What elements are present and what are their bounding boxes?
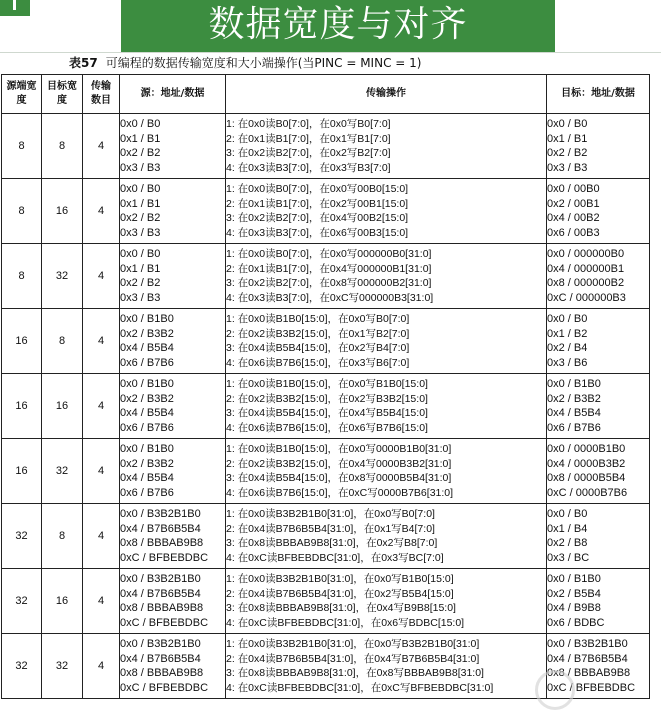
dest-data-cell-line: 0x8 / BBBAB9B8 (547, 667, 631, 679)
transfer-ops-cell-line: 4: 在0xC读BFBEBDBC[31:0]，在0x6写BDBC[15:0] (226, 616, 465, 629)
source-data-cell-line: 0x3 / B3 (120, 161, 161, 174)
dest-data-cell-line: 0xC / BFBEBDBC (547, 681, 636, 694)
transfer-ops-cell-line: 2: 在0x2读B3B2[15:0]，在0x1写B2[7:0] (226, 327, 410, 340)
dest-width-cell: 8 (42, 309, 83, 374)
dest-data-cell-line: 0x8 / 0000B5B4 (547, 472, 626, 484)
table-number: 表57 (69, 56, 98, 70)
dest-data-cell-line: 0x8 / 000000B2 (547, 277, 625, 289)
col-dest-width: 目标宽度 (42, 75, 83, 114)
table-row (2, 504, 650, 569)
transfer-count-cell: 4 (83, 569, 120, 634)
transfer-ops-cell-line: 3: 在0x2读B2[7:0]，在0x2写B2[7:0] (226, 147, 391, 159)
dest-data-cell (547, 504, 650, 569)
dest-data-cell-line: 0xC / 0000B7B6 (547, 486, 628, 499)
dest-width-cell: 16 (42, 374, 83, 439)
col-source-data: 源：地址/数据 (120, 75, 226, 114)
source-data-cell-line: 0x1 / B1 (120, 262, 161, 275)
table-caption (69, 55, 421, 72)
source-data-cell-line: 0x4 / B5B4 (120, 407, 174, 419)
transfer-count-cell: 4 (83, 374, 120, 439)
transfer-ops-cell-line: 1: 在0x0读B0[7:0]，在0x0写00B0[15:0] (226, 183, 409, 195)
dest-data-cell-line: 0x2 / B4 (547, 342, 588, 354)
source-data-cell-line: 0x0 / B3B2B1B0 (120, 573, 201, 585)
source-data-cell-line: 0x8 / BBBAB9B8 (120, 667, 204, 679)
source-data-cell-line: 0x3 / B3 (120, 226, 161, 239)
dest-data-cell-line: 0x2 / B8 (547, 537, 588, 549)
source-data-cell-line: 0x2 / B3B2 (120, 327, 174, 340)
source-data-cell-line: 0x2 / B2 (120, 212, 161, 224)
source-data-cell-line: 0x0 / B0 (120, 183, 161, 195)
source-data-cell (120, 309, 226, 374)
dest-data-cell-line: 0x0 / B1B0 (547, 573, 601, 585)
transfer-ops-cell (226, 374, 547, 439)
dest-data-cell-line: 0x2 / 00B1 (547, 197, 600, 210)
transfer-count-cell: 4 (83, 244, 120, 309)
dest-data-cell-line: 0x6 / 00B3 (547, 226, 600, 239)
source-data-cell-line: 0x8 / BBBAB9B8 (120, 537, 204, 549)
transfer-ops-cell-line: 1: 在0x0读B1B0[15:0]，在0x0写0000B1B0[31:0] (226, 443, 452, 455)
dest-data-cell-line: 0x0 / B0 (547, 118, 588, 130)
transfer-count-cell: 4 (83, 439, 120, 504)
dest-data-cell-line: 0x0 / 00B0 (547, 183, 600, 195)
watermark-logo (535, 670, 575, 710)
transfer-ops-cell (226, 504, 547, 569)
source-width-cell: 16 (2, 439, 42, 504)
dest-data-cell-line: 0x2 / B3B2 (547, 392, 601, 405)
dest-data-cell-line: 0x6 / B7B6 (547, 421, 601, 434)
source-data-cell-line: 0x4 / B5B4 (120, 342, 174, 354)
dest-data-cell-line: 0x3 / B3 (547, 161, 588, 174)
dest-data-cell (547, 309, 650, 374)
source-width-cell: 16 (2, 309, 42, 374)
transfer-ops-cell-line: 2: 在0x1读B1[7:0]，在0x4写000000B1[31:0] (226, 262, 432, 275)
transfer-ops-cell (226, 309, 547, 374)
table-header-row (2, 75, 650, 114)
table-row (2, 569, 650, 634)
transfer-ops-cell-line: 1: 在0x0读B1B0[15:0]，在0x0写B0[7:0] (226, 313, 410, 325)
transfer-count-cell: 4 (83, 504, 120, 569)
title-banner (121, 0, 555, 52)
table-row (2, 439, 650, 504)
dest-data-cell-line: 0x4 / B5B4 (547, 407, 601, 419)
source-data-cell-line: 0x6 / B7B6 (120, 486, 174, 499)
table-row (2, 244, 650, 309)
dest-data-cell (547, 114, 650, 179)
transfer-ops-cell (226, 439, 547, 504)
transfer-ops-cell (226, 244, 547, 309)
transfer-ops-cell-line: 4: 在0x6读B7B6[15:0]，在0xC写0000B7B6[31:0] (226, 486, 454, 499)
dest-data-cell (547, 179, 650, 244)
transfer-table (1, 74, 650, 699)
source-data-cell-line: 0x0 / B1B0 (120, 378, 174, 390)
source-data-cell-line: 0x0 / B1B0 (120, 443, 174, 455)
source-data-cell-line: 0x0 / B1B0 (120, 313, 174, 325)
dest-data-cell-line: 0x0 / B3B2B1B0 (547, 638, 628, 650)
dest-data-cell-line: 0x3 / BC (547, 551, 590, 564)
col-transfer-count: 传输数目 (83, 75, 120, 114)
dest-data-cell-line: 0x6 / BDBC (547, 616, 605, 629)
dest-data-cell-line: 0x2 / B5B4 (547, 587, 601, 600)
transfer-ops-cell-line: 3: 在0x8读BBBAB9B8[31:0]，在0x8写BBBAB9B8[31:0] (226, 667, 484, 679)
source-data-cell-line: 0x4 / B7B6B5B4 (120, 522, 201, 535)
source-width-cell: 8 (2, 179, 42, 244)
source-data-cell-line: 0x8 / BBBAB9B8 (120, 602, 204, 614)
source-data-cell-line: 0x1 / B1 (120, 132, 161, 145)
dest-width-cell: 32 (42, 439, 83, 504)
table-row (2, 374, 650, 439)
dest-data-cell-line: 0x4 / B9B8 (547, 602, 601, 614)
transfer-ops-cell-line: 4: 在0x6读B7B6[15:0]，在0x3写B6[7:0] (226, 356, 410, 369)
source-data-cell-line: 0xC / BFBEBDBC (120, 616, 209, 629)
transfer-ops-cell-line: 3: 在0x4读B5B4[15:0]，在0x8写0000B5B4[31:0] (226, 472, 452, 484)
dest-data-cell-line: 0x0 / 0000B1B0 (547, 443, 626, 455)
dest-data-cell-line: 0x1 / B4 (547, 522, 588, 535)
dest-width-cell: 32 (42, 244, 83, 309)
transfer-ops-cell-line: 2: 在0x4读B7B6B5B4[31:0]，在0x2写B5B4[15:0] (226, 587, 454, 600)
table-row (2, 114, 650, 179)
transfer-ops-cell-line: 3: 在0x4读B5B4[15:0]，在0x2写B4[7:0] (226, 342, 410, 354)
source-data-cell-line: 0x2 / B2 (120, 147, 161, 159)
source-data-cell-line: 0x4 / B5B4 (120, 472, 174, 484)
transfer-ops-cell-line: 4: 在0x3读B3[7:0]，在0x6写00B3[15:0] (226, 226, 409, 239)
source-data-cell (120, 179, 226, 244)
dest-data-cell-line: 0x1 / B1 (547, 132, 588, 145)
transfer-ops-cell-line: 1: 在0x0读B0[7:0]，在0x0写B0[7:0] (226, 118, 391, 130)
dest-width-cell: 16 (42, 569, 83, 634)
transfer-ops-cell-line: 3: 在0x8读BBBAB9B8[31:0]，在0x2写B8[7:0] (226, 537, 438, 549)
source-data-cell-line: 0x6 / B7B6 (120, 421, 174, 434)
source-width-cell: 8 (2, 114, 42, 179)
transfer-ops-cell-line: 2: 在0x2读B3B2[15:0]，在0x2写B3B2[15:0] (226, 392, 428, 405)
transfer-ops-cell-line: 1: 在0x0读B3B2B1B0[31:0]，在0x0写B3B2B1B0[31:0] (226, 638, 480, 650)
transfer-ops-cell (226, 114, 547, 179)
transfer-count-cell: 4 (83, 309, 120, 374)
transfer-ops-cell (226, 569, 547, 634)
transfer-count-cell: 4 (83, 179, 120, 244)
dest-data-cell (547, 374, 650, 439)
source-data-cell (120, 634, 226, 699)
dest-data-cell (547, 569, 650, 634)
transfer-ops-cell-line: 3: 在0x4读B5B4[15:0]，在0x4写B5B4[15:0] (226, 407, 428, 419)
corner-tab (0, 0, 30, 16)
transfer-ops-cell (226, 179, 547, 244)
transfer-ops-cell-line: 1: 在0x0读B3B2B1B0[31:0]，在0x0写B0[7:0] (226, 508, 435, 520)
transfer-ops-cell-line: 1: 在0x0读B1B0[15:0]，在0x0写B1B0[15:0] (226, 378, 428, 390)
transfer-ops-cell-line: 1: 在0x0读B3B2B1B0[31:0]，在0x0写B1B0[15:0] (226, 573, 454, 585)
source-width-cell: 32 (2, 569, 42, 634)
transfer-ops-cell-line: 3: 在0x2读B2[7:0]，在0x8写000000B2[31:0] (226, 277, 432, 289)
dest-data-cell-line: 0x2 / B2 (547, 147, 588, 159)
table-row (2, 179, 650, 244)
transfer-ops-cell-line: 1: 在0x0读B0[7:0]，在0x0写000000B0[31:0] (226, 248, 432, 260)
dest-data-cell-line: 0x4 / 0000B3B2 (547, 457, 626, 470)
transfer-ops-cell-line: 2: 在0x4读B7B6B5B4[31:0]，在0x4写B7B6B5B4[31:0] (226, 652, 480, 665)
transfer-ops-cell-line: 4: 在0xC读BFBEBDBC[31:0]，在0xC写BFBEBDBC[31:0] (226, 681, 494, 694)
dest-data-cell-line: 0x4 / B7B6B5B4 (547, 652, 628, 665)
transfer-ops-cell-line: 4: 在0x3读B3[7:0]，在0xC写000000B3[31:0] (226, 291, 434, 304)
dest-data-cell-line: 0x3 / B6 (547, 356, 588, 369)
dest-data-cell-line: 0xC / 000000B3 (547, 291, 626, 304)
source-data-cell-line: 0x0 / B3B2B1B0 (120, 638, 201, 650)
transfer-count-cell: 4 (83, 114, 120, 179)
dest-data-cell-line: 0x0 / 000000B0 (547, 248, 625, 260)
source-data-cell (120, 114, 226, 179)
dest-data-cell (547, 439, 650, 504)
dest-width-cell: 8 (42, 114, 83, 179)
dest-data-cell-line: 0x1 / B2 (547, 327, 588, 340)
source-data-cell-line: 0xC / BFBEBDBC (120, 551, 209, 564)
source-data-cell-line: 0x4 / B7B6B5B4 (120, 652, 201, 665)
transfer-ops-cell-line: 4: 在0x6读B7B6[15:0]，在0x6写B7B6[15:0] (226, 421, 428, 434)
source-width-cell: 8 (2, 244, 42, 309)
source-data-cell (120, 439, 226, 504)
source-data-cell-line: 0x2 / B3B2 (120, 392, 174, 405)
source-width-cell: 32 (2, 504, 42, 569)
source-data-cell-line: 0x2 / B3B2 (120, 457, 174, 470)
source-data-cell-line: 0xC / BFBEBDBC (120, 681, 209, 694)
source-data-cell-line: 0x2 / B2 (120, 277, 161, 289)
transfer-ops-cell (226, 634, 547, 699)
transfer-ops-cell-line: 2: 在0x1读B1[7:0]，在0x2写00B1[15:0] (226, 197, 409, 210)
source-data-cell-line: 0x0 / B0 (120, 118, 161, 130)
dest-width-cell: 8 (42, 504, 83, 569)
dest-data-cell-line: 0x4 / 00B2 (547, 212, 600, 224)
table-caption-text: 可编程的数据传输宽度和大小端操作(当PINC = MINC = 1) (105, 56, 422, 70)
source-data-cell-line: 0x3 / B3 (120, 291, 161, 304)
source-data-cell-line: 0x0 / B3B2B1B0 (120, 508, 201, 520)
header-divider (0, 52, 661, 53)
source-data-cell-line: 0x0 / B0 (120, 248, 161, 260)
source-data-cell (120, 569, 226, 634)
source-data-cell (120, 244, 226, 309)
transfer-ops-cell-line: 3: 在0x2读B2[7:0]，在0x4写00B2[15:0] (226, 212, 409, 224)
dest-data-cell-line: 0x0 / B1B0 (547, 378, 601, 390)
transfer-ops-cell-line: 4: 在0x3读B3[7:0]，在0x3写B3[7:0] (226, 161, 391, 174)
source-width-cell: 16 (2, 374, 42, 439)
corner-mark (13, 0, 16, 10)
dest-data-cell (547, 244, 650, 309)
transfer-ops-cell-line: 2: 在0x2读B3B2[15:0]，在0x4写0000B3B2[31:0] (226, 457, 452, 470)
table-row (2, 309, 650, 374)
transfer-ops-cell-line: 2: 在0x1读B1[7:0]，在0x1写B1[7:0] (226, 132, 391, 145)
dest-width-cell: 16 (42, 179, 83, 244)
source-data-cell (120, 504, 226, 569)
source-data-cell-line: 0x6 / B7B6 (120, 356, 174, 369)
col-source-width: 源端宽度 (2, 75, 42, 114)
transfer-ops-cell-line: 2: 在0x4读B7B6B5B4[31:0]，在0x1写B4[7:0] (226, 522, 435, 535)
dest-data-cell-line: 0x4 / 000000B1 (547, 262, 625, 275)
source-data-cell (120, 374, 226, 439)
dest-data-cell-line: 0x0 / B0 (547, 508, 588, 520)
source-width-cell: 32 (2, 634, 42, 699)
transfer-ops-cell-line: 3: 在0x8读BBBAB9B8[31:0]，在0x4写B9B8[15:0] (226, 602, 456, 614)
page-title: 数据宽度与对齐 (208, 4, 468, 45)
source-data-cell-line: 0x1 / B1 (120, 197, 161, 210)
transfer-ops-cell-line: 4: 在0xC读BFBEBDBC[31:0]，在0x3写BC[7:0] (226, 551, 444, 564)
col-transfer-ops: 传输操作 (226, 75, 547, 114)
dest-width-cell: 32 (42, 634, 83, 699)
col-dest-data: 目标：地址/数据 (547, 75, 650, 114)
transfer-count-cell: 4 (83, 634, 120, 699)
source-data-cell-line: 0x4 / B7B6B5B4 (120, 587, 201, 600)
dest-data-cell-line: 0x0 / B0 (547, 313, 588, 325)
